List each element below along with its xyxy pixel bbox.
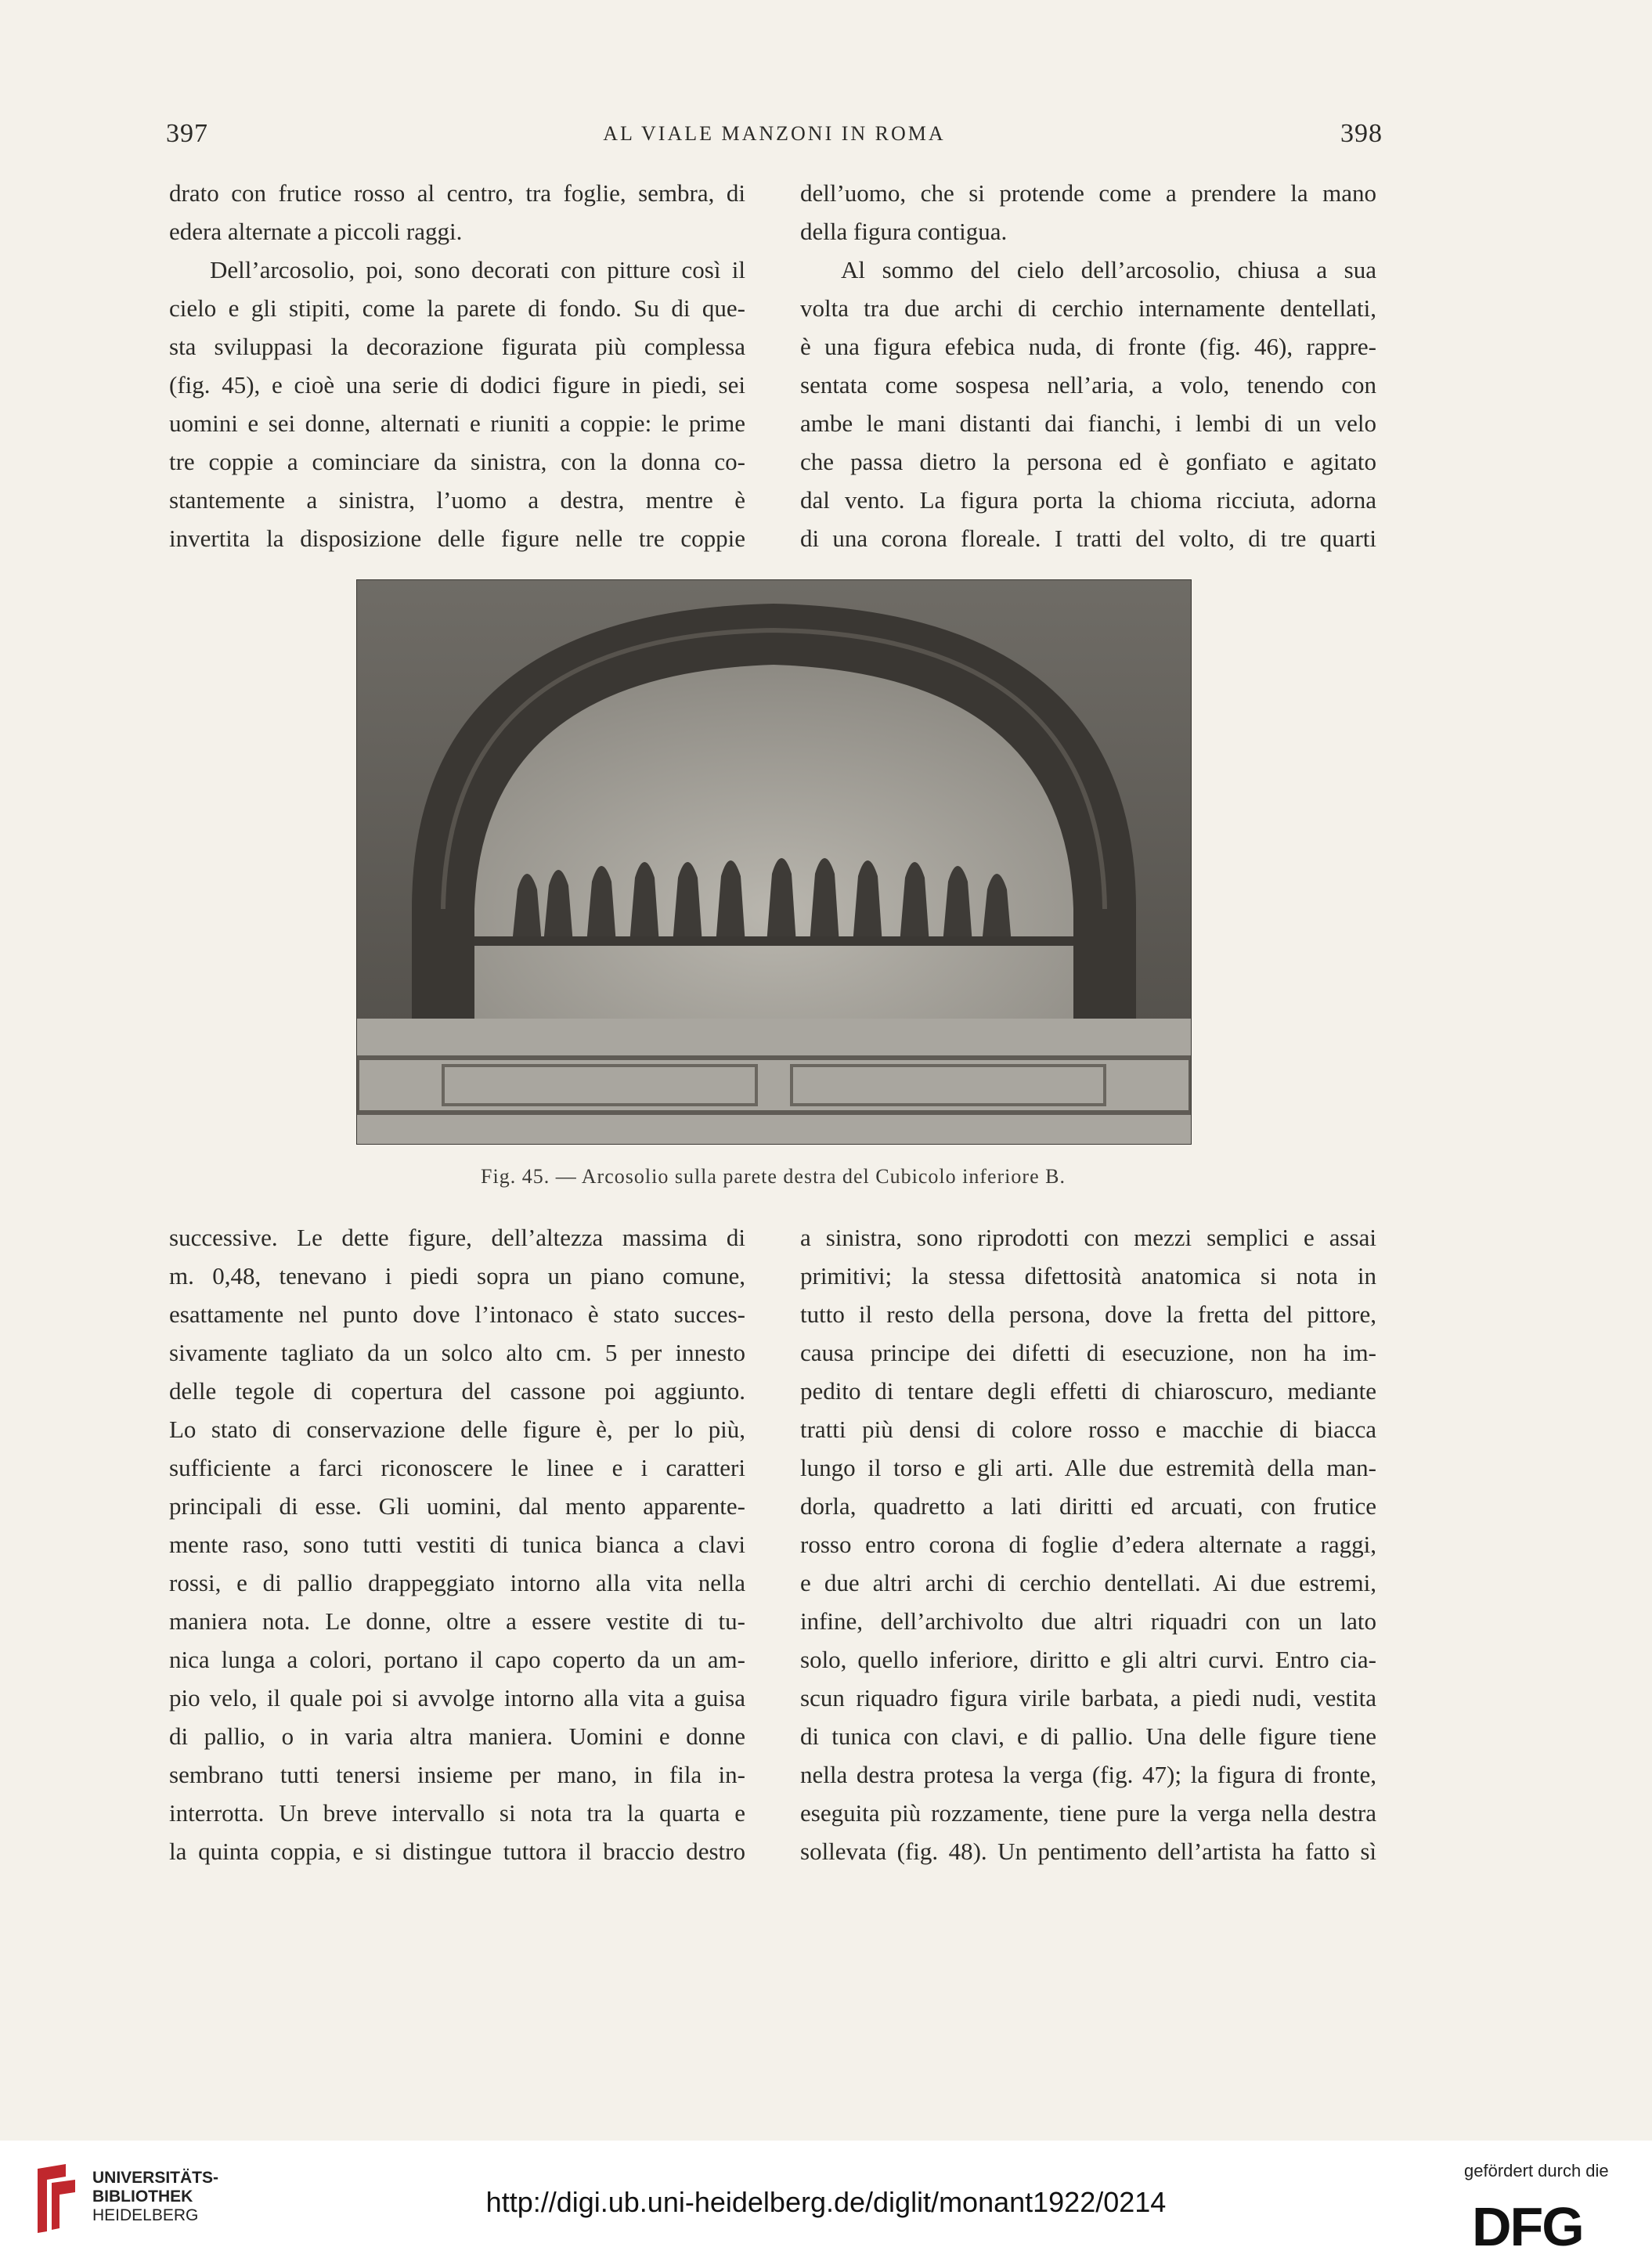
funded-by-label: gefördert durch die <box>1464 2161 1609 2180</box>
text-line: di tunica con clavi, e di pallio. Una delle figure tiene <box>800 1722 1376 1750</box>
text-line: infine, dell’archivolto due altri riquadri con un lato <box>800 1607 1376 1635</box>
dfg-logo: DFG <box>1472 2196 1583 2257</box>
text-line: successive. Le dette figure, dell’altezza massima di <box>169 1224 745 1251</box>
text-line: mente raso, sono tutti vestiti di tunica bianca a clavi <box>169 1531 745 1558</box>
figure-caption: Fig. 45. — Arcosolio sulla parete destra del Cubicolo inferiore B. <box>481 1165 1066 1188</box>
text-line: nella destra protesa la verga (fig. 47); la figura di fronte, <box>800 1761 1376 1788</box>
page-header <box>166 119 1383 158</box>
text-line: edera alternate a piccoli raggi. <box>169 218 463 245</box>
running-title: AL VIALE MANZONI IN ROMA <box>603 122 946 145</box>
text-line: rossi, e di pallio drappeggiato intorno alla vita nella <box>169 1569 745 1596</box>
text-line: tutto il resto della persona, dove la fretta del pittore, <box>800 1300 1376 1328</box>
text-line: pio velo, il quale poi si avvolge intorno alla vita a guisa <box>169 1684 745 1712</box>
text-line: stantemente a sinistra, l’uomo a destra, mentre è <box>169 486 745 514</box>
text-line: sentata come sospesa nell’aria, a volo, tenendo con <box>800 371 1376 399</box>
figure-45-photograph <box>356 579 1192 1145</box>
text-line: ambe le mani distanti dai fianchi, i lembi di un velo <box>800 409 1376 437</box>
column-left-top <box>169 174 745 557</box>
text-line: sivamente tagliato da un solco alto cm. 5 per innesto <box>169 1339 745 1366</box>
text-line: di una corona floreale. I tratti del volto, di tre quarti <box>800 525 1376 552</box>
text-line: causa principe dei difetti di esecuzione, non ha im- <box>800 1339 1376 1366</box>
text-line: della figura contigua. <box>800 218 1008 245</box>
text-line: tratti più densi di colore rosso e macchie di biacca <box>800 1416 1376 1443</box>
text-line: è una figura efebica nuda, di fronte (fig. 46), rappre- <box>800 333 1376 360</box>
text-line: m. 0,48, tenevano i piedi sopra un piano comune, <box>169 1262 745 1290</box>
text-line: primitivi; la stessa difettosità anatomica si nota in <box>800 1262 1376 1290</box>
column-right-bottom <box>800 1218 1376 1870</box>
text-line: che passa dietro la persona ed è gonfiato e agitato <box>800 448 1376 475</box>
text-line: scun riquadro figura virile barbata, a piedi nudi, vestita <box>800 1684 1376 1712</box>
text-line: solo, quello inferiore, diritto e gli altri curvi. Entro cia- <box>800 1646 1376 1673</box>
text-line: sollevata (fig. 48). Un pentimento dell’artista ha fatto sì <box>800 1838 1376 1865</box>
digitization-footer <box>0 2141 1652 2258</box>
text-line: pedito di tentare degli effetti di chiaroscuro, mediante <box>800 1377 1376 1405</box>
text-line: sufficiente a farci riconoscere le linee e i caratteri <box>169 1454 745 1481</box>
text-line: e due altri archi di cerchio dentellati. Ai due estremi, <box>800 1569 1376 1596</box>
text-line: maniera nota. Le donne, oltre a essere vestite di tu- <box>169 1607 745 1635</box>
text-line: dorla, quadretto a lati diritti ed arcuati, con frutice <box>800 1492 1376 1520</box>
text-line: dal vento. La figura porta la chioma ricciuta, adorna <box>800 486 1376 514</box>
library-name-line: BIBLIOTHEK <box>92 2188 193 2206</box>
text-line: interrotta. Un breve intervallo si nota tra la quarta e <box>169 1799 745 1827</box>
text-line: sembrano tutti tenersi insieme per mano, in fila in- <box>169 1761 745 1788</box>
column-right-top <box>800 174 1376 557</box>
text-line: Lo stato di conservazione delle figure è, per lo più, <box>169 1416 745 1443</box>
text-line: rosso entro corona di foglie d’edera alternate a raggi, <box>800 1531 1376 1558</box>
text-line: la quinta coppia, e si distingue tuttora il braccio destro <box>169 1838 745 1865</box>
text-line: invertita la disposizione delle figure nelle tre coppie <box>169 525 745 552</box>
text-line: Al sommo del cielo dell’arcosolio, chiusa a sua <box>841 256 1376 283</box>
text-line: tre coppie a cominciare da sinistra, con la donna co- <box>169 448 745 475</box>
text-line: Dell’arcosolio, poi, sono decorati con pitture così il <box>210 256 745 283</box>
text-line: esattamente nel punto dove l’intonaco è stato succes- <box>169 1300 745 1328</box>
text-line: cielo e gli stipiti, come la parete di fondo. Su di que- <box>169 294 745 322</box>
arcosolium-photo <box>357 580 1191 1144</box>
text-line: (fig. 45), e cioè una serie di dodici figure in piedi, sei <box>169 371 745 399</box>
library-name-line: UNIVERSITÄTS- <box>92 2169 219 2187</box>
library-name-line: HEIDELBERG <box>92 2206 199 2224</box>
text-line: volta tra due archi di cerchio internamente dentellati, <box>800 294 1376 322</box>
text-line: a sinistra, sono riprodotti con mezzi semplici e assai <box>800 1224 1376 1251</box>
text-line: nica lunga a colori, portano il capo coperto da un am- <box>169 1646 745 1673</box>
text-line: uomini e sei donne, alternati e riuniti a coppie: le prime <box>169 409 745 437</box>
page-number-left: 397 <box>166 119 208 148</box>
column-left-bottom <box>169 1218 745 1870</box>
text-line: lungo il torso e gli arti. Alle due estremità della man- <box>800 1454 1376 1481</box>
text-line: eseguita più rozzamente, tiene pure la verga nella destra <box>800 1799 1376 1827</box>
text-line: principali di esse. Gli uomini, dal mento apparente- <box>169 1492 745 1520</box>
text-line: drato con frutice rosso al centro, tra foglie, sembra, di <box>169 179 745 207</box>
page-number-right: 398 <box>1340 119 1383 148</box>
text-line: sta sviluppasi la decorazione figurata più complessa <box>169 333 745 360</box>
source-url-link[interactable]: http://digi.ub.uni-heidelberg.de/diglit/monant1922/0214 <box>485 2186 1167 2218</box>
text-line: delle tegole di copertura del cassone poi aggiunto. <box>169 1377 745 1405</box>
text-line: dell’uomo, che si protende come a prendere la mano <box>800 179 1376 207</box>
text-line: di pallio, o in varia altra maniera. Uomini e donne <box>169 1722 745 1750</box>
